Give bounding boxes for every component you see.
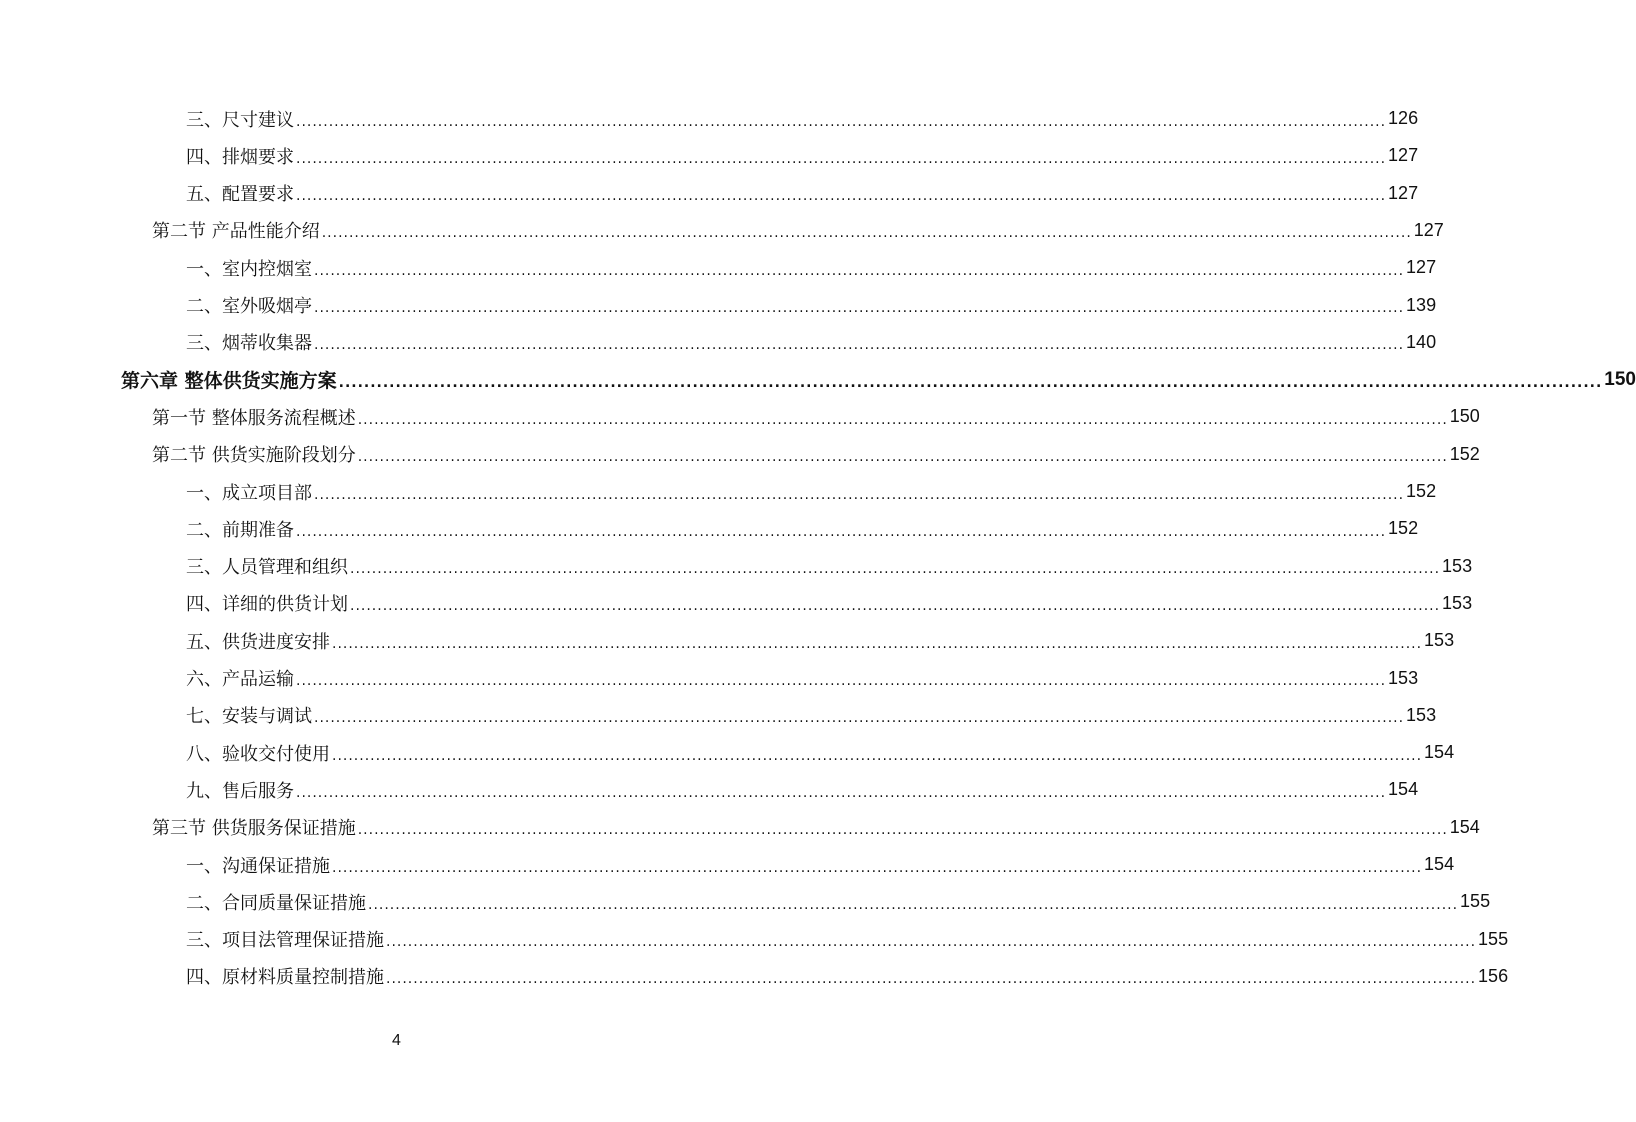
toc-entry-page: 140 (1406, 331, 1437, 352)
toc-leader-dots: ........................................................................................................................................................................................................ (296, 150, 1387, 167)
toc-entry-title: 八、验收交付使用 (186, 743, 330, 765)
toc-entry-title: 三、人员管理和组织 (186, 557, 348, 579)
toc-entry-page: 126 (1388, 108, 1419, 128)
toc-leader-dots: ........................................................................................................................................................................................................ (338, 374, 1603, 391)
toc-entry[interactable] (186, 287, 1437, 324)
toc-leader-dots: ........................................................................................................................................................................................................ (296, 784, 1387, 801)
toc-entry[interactable] (186, 958, 1509, 995)
toc-leader-dots: ........................................................................................................................................................................................................ (368, 896, 1459, 913)
toc-entry[interactable] (152, 212, 1444, 249)
toc-entry-page: 152 (1406, 481, 1437, 501)
toc-entry-title: 二、前期准备 (186, 519, 294, 541)
toc-entry[interactable] (152, 809, 1480, 846)
toc-entry-page: 154 (1424, 742, 1455, 763)
toc-leader-dots: ........................................................................................................................................................................................................ (296, 523, 1387, 540)
toc-entry-page: 153 (1406, 704, 1437, 725)
toc-entry-page: 150 (1604, 368, 1636, 390)
toc-entry[interactable] (152, 398, 1480, 435)
toc-entry-title: 一、沟通保证措施 (186, 855, 330, 877)
toc-entry-title: 四、原材料质量控制措施 (186, 967, 384, 989)
toc-leader-dots: ........................................................................................................................................................................................................ (386, 971, 1477, 988)
toc-entry[interactable] (186, 175, 1419, 212)
toc-entry-title: 四、详细的供货计划 (186, 594, 348, 616)
toc-entry-title: 二、合同质量保证措施 (186, 892, 366, 914)
toc-leader-dots: ........................................................................................................................................................................................................ (321, 225, 1412, 242)
toc-entry-title: 一、室内控烟室 (186, 258, 312, 280)
toc-leader-dots: ........................................................................................................................................................................................................ (296, 188, 1387, 205)
toc-leader-dots: ........................................................................................................................................................................................................ (314, 300, 1405, 316)
toc-entry-page: 152 (1388, 518, 1419, 539)
page-number: 4 (392, 1032, 401, 1049)
toc-entry[interactable] (186, 137, 1419, 174)
toc-leader-dots: ........................................................................................................................................................................................................ (332, 747, 1423, 764)
toc-entry-page: 154 (1388, 779, 1419, 800)
toc-entry[interactable] (186, 846, 1455, 883)
toc-entry-title: 九、售后服务 (186, 780, 294, 802)
toc-entry-title: 第六章 整体供货实施方案 (121, 370, 337, 393)
toc-entry[interactable] (186, 510, 1419, 547)
toc-entry-page: 154 (1424, 854, 1455, 874)
toc-entry-page: 127 (1388, 182, 1419, 203)
toc-entry-page: 139 (1406, 294, 1437, 315)
toc-leader-dots: ........................................................................................................................................................................................................ (357, 449, 1448, 466)
toc-leader-dots: ........................................................................................................................................................................................................ (314, 710, 1405, 727)
toc-entry-page: 153 (1442, 555, 1473, 576)
toc-entry-title: 第三节 供货服务保证措施 (152, 818, 356, 840)
toc-entry[interactable] (186, 473, 1437, 510)
toc-leader-dots: ........................................................................................................................................................................................................ (314, 337, 1405, 354)
toc-entry-title: 三、项目法管理保证措施 (186, 930, 384, 952)
toc-entry[interactable] (186, 100, 1419, 137)
toc-leader-dots: ........................................................................................................................................................................................................ (296, 113, 1387, 130)
toc-entry-title: 三、烟蒂收集器 (186, 333, 312, 355)
toc-entry-page: 152 (1449, 443, 1480, 464)
toc-entry-title: 六、产品运输 (186, 669, 294, 690)
toc-entry-page: 154 (1449, 816, 1480, 837)
toc-entry-page: 156 (1478, 965, 1509, 986)
toc-entry-page: 155 (1460, 891, 1491, 912)
toc-leader-dots: ........................................................................................................................................................................................................ (357, 411, 1448, 428)
toc-entry[interactable] (186, 771, 1419, 808)
toc-entry-title: 第二节 供货实施阶段划分 (152, 445, 356, 467)
toc-entry-title: 五、供货进度安排 (186, 631, 330, 653)
toc-leader-dots: ........................................................................................................................................................................................................ (350, 561, 1441, 578)
toc-leader-dots: ........................................................................................................................................................................................................ (332, 635, 1423, 652)
toc-entry-page: 153 (1388, 667, 1419, 688)
toc-entry[interactable] (186, 548, 1473, 585)
toc-entry[interactable] (186, 697, 1437, 734)
toc-entry-title: 五、配置要求 (186, 184, 294, 206)
toc-entry[interactable] (186, 249, 1437, 286)
toc-leader-dots: ........................................................................................................................................................................................................ (357, 822, 1448, 839)
toc-leader-dots: ........................................................................................................................................................................................................ (386, 934, 1477, 951)
toc-entry-title: 第二节 产品性能介绍 (152, 221, 320, 243)
toc-entry-title: 一、成立项目部 (186, 482, 312, 504)
toc-leader-dots: ........................................................................................................................................................................................................ (314, 486, 1405, 503)
toc-entry[interactable] (186, 585, 1473, 622)
toc-entry[interactable] (186, 921, 1509, 958)
toc-entry-title: 四、排烟要求 (186, 146, 294, 168)
toc-entry-page: 155 (1478, 928, 1509, 949)
toc-entry-page: 127 (1388, 145, 1419, 166)
toc-entry-page: 153 (1424, 630, 1455, 651)
toc-entry-title: 三、尺寸建议 (186, 109, 294, 131)
toc-entry-page: 153 (1442, 592, 1473, 613)
toc-entry[interactable] (186, 734, 1455, 771)
toc-entry[interactable] (186, 660, 1419, 697)
toc-leader-dots: ........................................................................................................................................................................................................ (296, 673, 1387, 689)
toc-entry-title: 第一节 整体服务流程概述 (152, 407, 356, 429)
toc-leader-dots: ........................................................................................................................................................................................................ (314, 262, 1405, 279)
toc-entry[interactable] (186, 883, 1491, 920)
toc-leader-dots: ........................................................................................................................................................................................................ (332, 859, 1423, 876)
toc-entry-page: 127 (1406, 257, 1437, 278)
toc-entry-page: 150 (1449, 406, 1480, 427)
toc-entry[interactable] (121, 361, 1636, 398)
toc-entry-page: 127 (1413, 219, 1444, 240)
toc-entry[interactable] (186, 622, 1455, 659)
toc-leader-dots: ........................................................................................................................................................................................................ (350, 598, 1441, 615)
toc-entry-title: 二、室外吸烟亭 (186, 296, 312, 317)
toc-entry-title: 七、安装与调试 (186, 706, 312, 728)
toc-entry[interactable] (152, 436, 1480, 473)
toc-entry[interactable] (186, 324, 1437, 361)
